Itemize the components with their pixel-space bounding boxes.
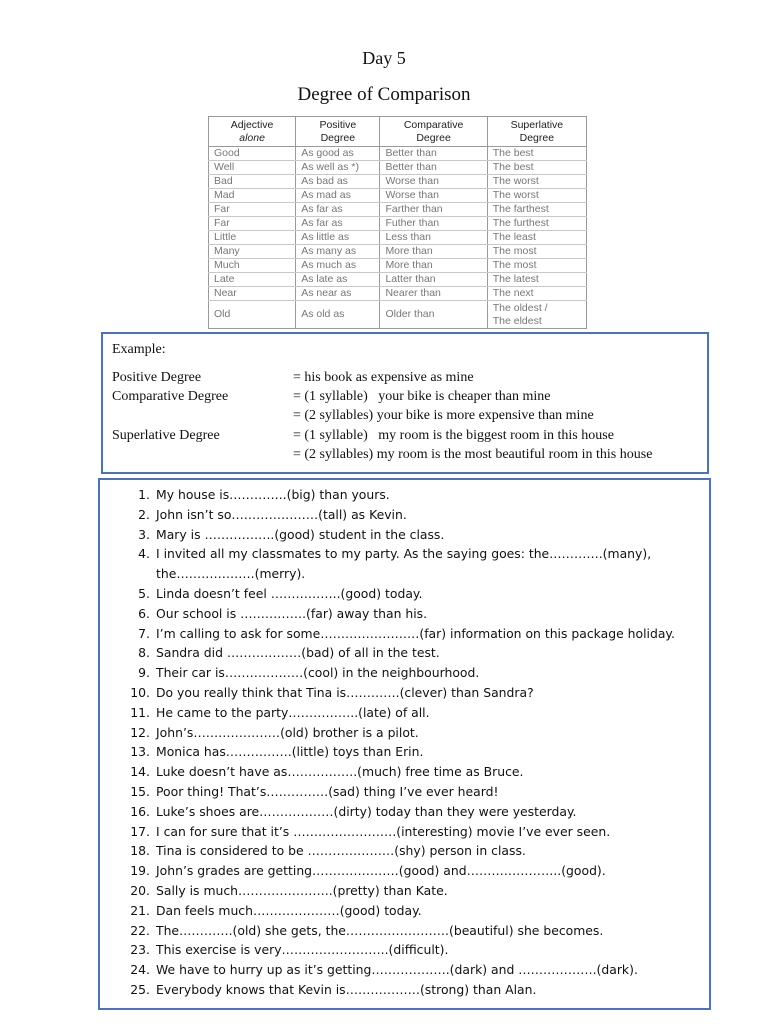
table-row xyxy=(209,245,587,259)
exercise-number: 10. xyxy=(130,684,150,700)
exercise-number: 4. xyxy=(138,546,150,562)
exercise-number: 7. xyxy=(138,625,150,641)
exercise-number: 23. xyxy=(130,942,150,958)
exercise-item xyxy=(100,901,709,921)
table-row xyxy=(209,175,587,189)
cell-positive: As bad as xyxy=(296,175,380,189)
exercise-item xyxy=(100,822,709,842)
exercise-number: 2. xyxy=(138,506,150,522)
exercise-number: 6. xyxy=(138,605,150,621)
cell-superlative: The best xyxy=(487,161,586,175)
exercise-text: He came to the party……………..(late) of all. xyxy=(156,704,430,720)
exercise-list xyxy=(100,485,709,1000)
exercise-text: I invited all my classmates to my party. As the saying goes: the………….(many), xyxy=(156,546,652,562)
exercise-item xyxy=(100,980,709,1000)
example-degree-name: Comparative Degree xyxy=(112,389,229,404)
exercise-text-continuation: the……………….(merry). xyxy=(156,566,306,582)
table-row xyxy=(209,161,587,175)
table-row xyxy=(209,273,587,287)
cell-comparative: Worse than xyxy=(380,189,487,203)
exercise-text: Sally is much…………………..(pretty) than Kate. xyxy=(156,882,448,898)
exercise-number: 1. xyxy=(138,487,150,502)
example-degree-name: Positive Degree xyxy=(112,370,202,385)
cell-comparative: Farther than xyxy=(380,203,487,217)
exercise-item xyxy=(100,841,709,861)
exercise-text: I can for sure that it’s …………………….(interesting) movie I’ve ever seen. xyxy=(156,823,611,839)
cell-adjective: Well xyxy=(209,161,296,175)
cell-superlative: The least xyxy=(487,231,586,245)
cell-comparative: More than xyxy=(380,259,487,273)
exercise-item xyxy=(100,723,709,743)
exercise-number: 19. xyxy=(130,863,150,879)
page-title: Degree of Comparison xyxy=(297,84,471,105)
exercise-box xyxy=(98,478,711,1010)
cell-comparative: Latter than xyxy=(380,273,487,287)
example-label: Example: xyxy=(112,342,166,357)
exercise-number: 5. xyxy=(138,585,150,601)
exercise-number: 17. xyxy=(130,823,150,839)
table-row xyxy=(209,203,587,217)
cell-adjective: Late xyxy=(209,273,296,287)
exercise-text: Their car is……………….(cool) in the neighbourhood. xyxy=(156,665,480,681)
cell-comparative: Better than xyxy=(380,161,487,175)
exercise-text: John’s…………………(old) brother is a pilot. xyxy=(156,724,419,740)
example-sentence: = his book as expensive as mine xyxy=(293,370,474,385)
table-body xyxy=(209,147,587,329)
exercise-number: 22. xyxy=(130,922,150,938)
cell-positive: As far as xyxy=(296,203,380,217)
cell-adjective: Bad xyxy=(209,175,296,189)
cell-adjective: Near xyxy=(209,287,296,301)
exercise-item xyxy=(100,940,709,960)
cell-comparative: Older than xyxy=(380,301,487,329)
exercise-item xyxy=(100,624,709,644)
example-box xyxy=(101,332,709,474)
cell-positive: As good as xyxy=(296,147,380,161)
exercise-text: Mary is ……………..(good) student in the class. xyxy=(156,526,445,542)
header-comparative: Comparative Degree xyxy=(380,117,487,147)
table-row xyxy=(209,147,587,161)
exercise-item xyxy=(100,762,709,782)
cell-positive: As mad as xyxy=(296,189,380,203)
exercise-text: Luke’s shoes are………………(dirty) today than they were yesterday. xyxy=(156,803,577,819)
page-day-heading: Day 5 xyxy=(362,48,406,68)
cell-positive: As much as xyxy=(296,259,380,273)
exercise-number: 14. xyxy=(130,764,150,780)
cell-comparative: Worse than xyxy=(380,175,487,189)
exercise-text: Our school is …………….(far) away than his. xyxy=(156,605,428,621)
exercise-item xyxy=(100,485,709,505)
exercise-item xyxy=(100,584,709,604)
exercise-text: John isn’t so…………………(tall) as Kevin. xyxy=(156,506,407,522)
cell-comparative: Less than xyxy=(380,231,487,245)
exercise-item xyxy=(100,703,709,723)
exercise-item xyxy=(100,921,709,941)
cell-positive: As late as xyxy=(296,273,380,287)
exercise-number: 25. xyxy=(130,981,150,997)
exercise-text: Linda doesn’t feel ……………..(good) today. xyxy=(156,585,423,601)
exercise-text: My house is…………..(big) than yours. xyxy=(156,487,390,502)
cell-positive: As old as xyxy=(296,301,380,329)
exercise-item xyxy=(100,525,709,545)
exercise-item xyxy=(100,742,709,762)
cell-adjective: Good xyxy=(209,147,296,161)
exercise-item xyxy=(100,802,709,822)
cell-adjective: Old xyxy=(209,301,296,329)
exercise-text: This exercise is very……………………..(difficult). xyxy=(156,942,449,958)
table-row xyxy=(209,301,587,329)
example-degree-name: Superlative Degree xyxy=(112,428,220,443)
exercise-number: 8. xyxy=(138,645,150,661)
example-sentence: = (2 syllables) your bike is more expensive than mine xyxy=(293,408,594,423)
cell-adjective: Little xyxy=(209,231,296,245)
exercise-number: 13. xyxy=(130,744,150,760)
cell-superlative: The farthest xyxy=(487,203,586,217)
exercise-text: I’m calling to ask for some……………………(far) information on this package holiday. xyxy=(156,625,675,641)
cell-adjective: Far xyxy=(209,203,296,217)
exercise-text: Poor thing! That’s……………(sad) thing I’ve ever heard! xyxy=(156,783,499,799)
cell-positive: As well as *) xyxy=(296,161,380,175)
cell-superlative: The worst xyxy=(487,189,586,203)
exercise-text: Everybody knows that Kevin is………………(strong) than Alan. xyxy=(156,981,537,997)
cell-positive: As little as xyxy=(296,231,380,245)
table-row xyxy=(209,259,587,273)
table-row xyxy=(209,231,587,245)
exercise-text: Do you really think that Tina is………….(clever) than Sandra? xyxy=(156,684,534,700)
exercise-number: 15. xyxy=(130,783,150,799)
cell-superlative: The oldest / The eldest xyxy=(487,301,586,329)
exercise-number: 18. xyxy=(130,843,150,859)
exercise-text: The………….(old) she gets, the…………………….(beautiful) she becomes. xyxy=(156,922,604,938)
exercise-item xyxy=(100,960,709,980)
cell-superlative: The most xyxy=(487,259,586,273)
cell-positive: As many as xyxy=(296,245,380,259)
header-superlative: Superlative Degree xyxy=(487,117,586,147)
exercise-number: 20. xyxy=(130,882,150,898)
cell-superlative: The next xyxy=(487,287,586,301)
header-positive: Positive Degree xyxy=(296,117,380,147)
header-adjective: Adjective alone xyxy=(209,117,296,147)
cell-positive: As far as xyxy=(296,217,380,231)
cell-adjective: Many xyxy=(209,245,296,259)
exercise-text: Luke doesn’t have as……………..(much) free time as Bruce. xyxy=(156,764,524,780)
table-row xyxy=(209,189,587,203)
example-sentence: = (2 syllables) my room is the most beautiful room in this house xyxy=(293,447,653,462)
cell-comparative: Nearer than xyxy=(380,287,487,301)
cell-superlative: The worst xyxy=(487,175,586,189)
exercise-item xyxy=(100,861,709,881)
table-header-row xyxy=(209,117,587,147)
table-row xyxy=(209,287,587,301)
exercise-item xyxy=(100,544,709,584)
exercise-text: Dan feels much…………………(good) today. xyxy=(156,902,422,918)
cell-superlative: The most xyxy=(487,245,586,259)
cell-adjective: Much xyxy=(209,259,296,273)
exercise-item xyxy=(100,505,709,525)
cell-comparative: Futher than xyxy=(380,217,487,231)
cell-superlative: The best xyxy=(487,147,586,161)
exercise-number: 16. xyxy=(130,803,150,819)
comparison-table xyxy=(208,116,587,329)
exercise-text: John’s grades are getting…………………(good) and…………………..(good). xyxy=(156,863,606,879)
exercise-item xyxy=(100,643,709,663)
exercise-text: We have to hurry up as it’s getting……………….(dark) and ……………….(dark). xyxy=(156,962,638,978)
example-sentence: = (1 syllable) your bike is cheaper than mine xyxy=(293,389,551,404)
exercise-number: 9. xyxy=(138,665,150,681)
cell-comparative: More than xyxy=(380,245,487,259)
exercise-item xyxy=(100,683,709,703)
cell-superlative: The latest xyxy=(487,273,586,287)
example-sentence: = (1 syllable) my room is the biggest room in this house xyxy=(293,428,614,443)
exercise-item xyxy=(100,881,709,901)
table-row xyxy=(209,217,587,231)
exercise-item xyxy=(100,663,709,683)
cell-superlative: The furthest xyxy=(487,217,586,231)
cell-positive: As near as xyxy=(296,287,380,301)
exercise-number: 11. xyxy=(130,704,150,720)
exercise-text: Tina is considered to be …………………(shy) person in class. xyxy=(156,843,526,859)
exercise-text: Monica has…………….(little) toys than Erin. xyxy=(156,744,424,760)
exercise-number: 21. xyxy=(130,902,150,918)
exercise-item xyxy=(100,782,709,802)
exercise-item xyxy=(100,604,709,624)
exercise-number: 24. xyxy=(130,962,150,978)
cell-adjective: Far xyxy=(209,217,296,231)
exercise-number: 12. xyxy=(130,724,150,740)
exercise-number: 3. xyxy=(138,526,150,542)
exercise-text: Sandra did ………………(bad) of all in the test. xyxy=(156,645,440,661)
cell-comparative: Better than xyxy=(380,147,487,161)
cell-adjective: Mad xyxy=(209,189,296,203)
